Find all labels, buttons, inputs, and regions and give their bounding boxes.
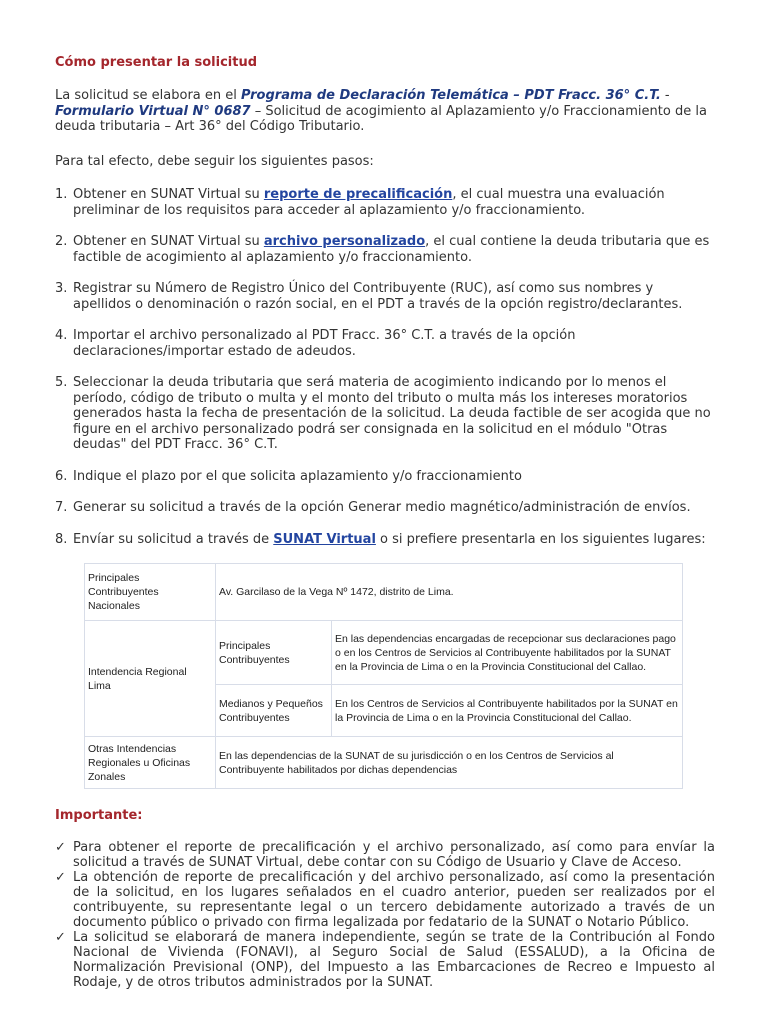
step-number: 8. xyxy=(55,531,68,547)
step-text-end: , el cual contiene la deuda tributaria que es factible de acogimiento al aplazamiento y/o fraccionamiento. xyxy=(73,234,710,265)
step-2 xyxy=(55,234,715,265)
step-4 xyxy=(55,328,715,359)
step-number: 3. xyxy=(55,281,68,296)
list-item-text: La solicitud se elaborará de manera independiente, según se trate de la Contribución al Fondo Nacional de Vivienda (FONAVI), al Seguro Social de Salud (ESSALUD), a la Oficina de Normalización Previsional (ONP), del Impuesto a las Embarcaciones de Recreo e Impuesto al Rodaje, y de otros tributos administrados por la SUNAT. xyxy=(73,930,715,990)
locations-table xyxy=(84,563,683,789)
checkmark-icon: ✓ xyxy=(55,870,66,885)
step-8 xyxy=(55,532,715,548)
step-text: Generar su solicitud a través de la opción Generar medio magnético/administración de envíos. xyxy=(73,500,691,515)
table-cell: En las dependencias encargadas de recepcionar sus declaraciones pago o en los Centros de Servicios al Contribuyente habilitados por la SUNAT en la Provincia de Lima o en la Provincia Constitucional del Callao. xyxy=(332,621,683,685)
section-heading: Cómo presentar la solicitud xyxy=(55,55,258,70)
intro-program-name: Programa de Declaración Telemática – PDT Fracc. 36° C.T. xyxy=(241,88,661,103)
step-text: Registrar su Número de Registro Único del Contribuyente (RUC), así como sus nombres y apellidos o denominación o razón social, en el PDT a través de la opción registro/declarantes. xyxy=(73,281,683,312)
table-row xyxy=(85,564,683,621)
intro-form-name: Formulario Virtual N° 0687 xyxy=(55,103,251,119)
step-number: 4. xyxy=(55,328,68,343)
list-item xyxy=(55,870,715,930)
table-cell: En las dependencias de la SUNAT de su jurisdicción o en los Centros de Servicios al Contribuyente habilitados por dichas dependencias xyxy=(216,737,683,789)
personalized-file-link[interactable]: archivo personalizado xyxy=(263,234,426,249)
step-number: 5. xyxy=(55,375,68,390)
step-text: Envíar su solicitud a través de xyxy=(73,531,274,547)
checkmark-icon: ✓ xyxy=(55,930,66,945)
precalification-report-link[interactable]: reporte de precalificación xyxy=(263,187,453,202)
intro-paragraph xyxy=(55,88,715,135)
list-item-text: La obtención de reporte de precalificación y del archivo personalizado, así como la presentación de la solicitud, en los lugares señalados en el cuadro anterior, pueden ser realizados por el contribuyente, su representante legal o un tercero debidamente autorizado a través de un documento público o privado con firma legalizada por fedatario de la SUNAT o Notario Público. xyxy=(73,870,715,930)
step-7 xyxy=(55,500,715,516)
step-text: Indique el plazo por el que solicita aplazamiento y/o fraccionamiento xyxy=(73,468,522,484)
table-row xyxy=(85,621,683,685)
step-number: 7. xyxy=(55,500,68,515)
checkmark-icon: ✓ xyxy=(55,840,66,855)
intro-dash: - xyxy=(660,88,670,103)
table-cell: Principales Contribuyentes xyxy=(216,621,332,685)
steps-list xyxy=(55,187,715,547)
list-item xyxy=(55,930,715,990)
important-list xyxy=(55,840,715,990)
table-cell: Principales Contribuyentes Nacionales xyxy=(85,564,216,621)
intro-text: La solicitud se elabora en el xyxy=(55,88,242,103)
table-cell: En los Centros de Servicios al Contribuyente habilitados por la SUNAT en la Provincia de Lima o en la Provincia Constitucional del Callao. xyxy=(332,685,683,737)
step-text: Importar el archivo personalizado al PDT Fracc. 36° C.T. a través de la opción declaraciones/importar estado de adeudos. xyxy=(73,328,576,359)
table-cell: Intendencia Regional Lima xyxy=(85,621,216,737)
list-item-text: Para obtener el reporte de precalificación y el archivo personalizado, así como para envíar la solicitud a través de SUNAT Virtual, debe contar con su Código de Usuario y Clave de Acceso. xyxy=(73,840,715,870)
intro-text-end: – Solicitud de acogimiento al Aplazamiento y/o Fraccionamiento de la deuda tributaria – Art 36° del Código Tributario. xyxy=(55,103,707,134)
list-item xyxy=(55,840,715,870)
table-cell: Medianos y Pequeños Contribuyentes xyxy=(216,685,332,737)
sunat-virtual-link[interactable]: SUNAT Virtual xyxy=(273,531,376,547)
important-heading: Importante: xyxy=(55,808,143,823)
step-6 xyxy=(55,469,715,485)
steps-intro: Para tal efecto, debe seguir los siguientes pasos: xyxy=(55,154,374,169)
step-number: 1. xyxy=(55,187,68,202)
step-3 xyxy=(55,281,715,312)
step-1 xyxy=(55,187,715,218)
step-5 xyxy=(55,375,715,453)
step-text-end: o si prefiere presentarla en los siguientes lugares: xyxy=(375,531,706,547)
step-number: 6. xyxy=(55,468,68,484)
step-text: Obtener en SUNAT Virtual su xyxy=(73,234,264,249)
step-text-end: , el cual muestra una evaluación preliminar de los requisitos para acceder al aplazamiento y/o fraccionamiento. xyxy=(73,187,665,218)
table-cell: Av. Garcilaso de la Vega Nº 1472, distrito de Lima. xyxy=(216,564,683,621)
table-row xyxy=(85,737,683,789)
table-cell: Otras Intendencias Regionales u Oficinas Zonales xyxy=(85,737,216,789)
step-number: 2. xyxy=(55,234,68,249)
step-text: Obtener en SUNAT Virtual su xyxy=(73,187,264,202)
step-text: Seleccionar la deuda tributaria que será materia de acogimiento indicando por lo menos el período, código de tributo o multa y el monto del tributo o multa más los intereses moratorios generados hasta la fecha de presentación de la solicitud. La deuda factible de ser acogida que no figure en el archivo personalizado podrá ser consignada en la solicitud en el módulo "Otras deudas" del PDT Fracc. 36° C.T. xyxy=(73,375,711,452)
